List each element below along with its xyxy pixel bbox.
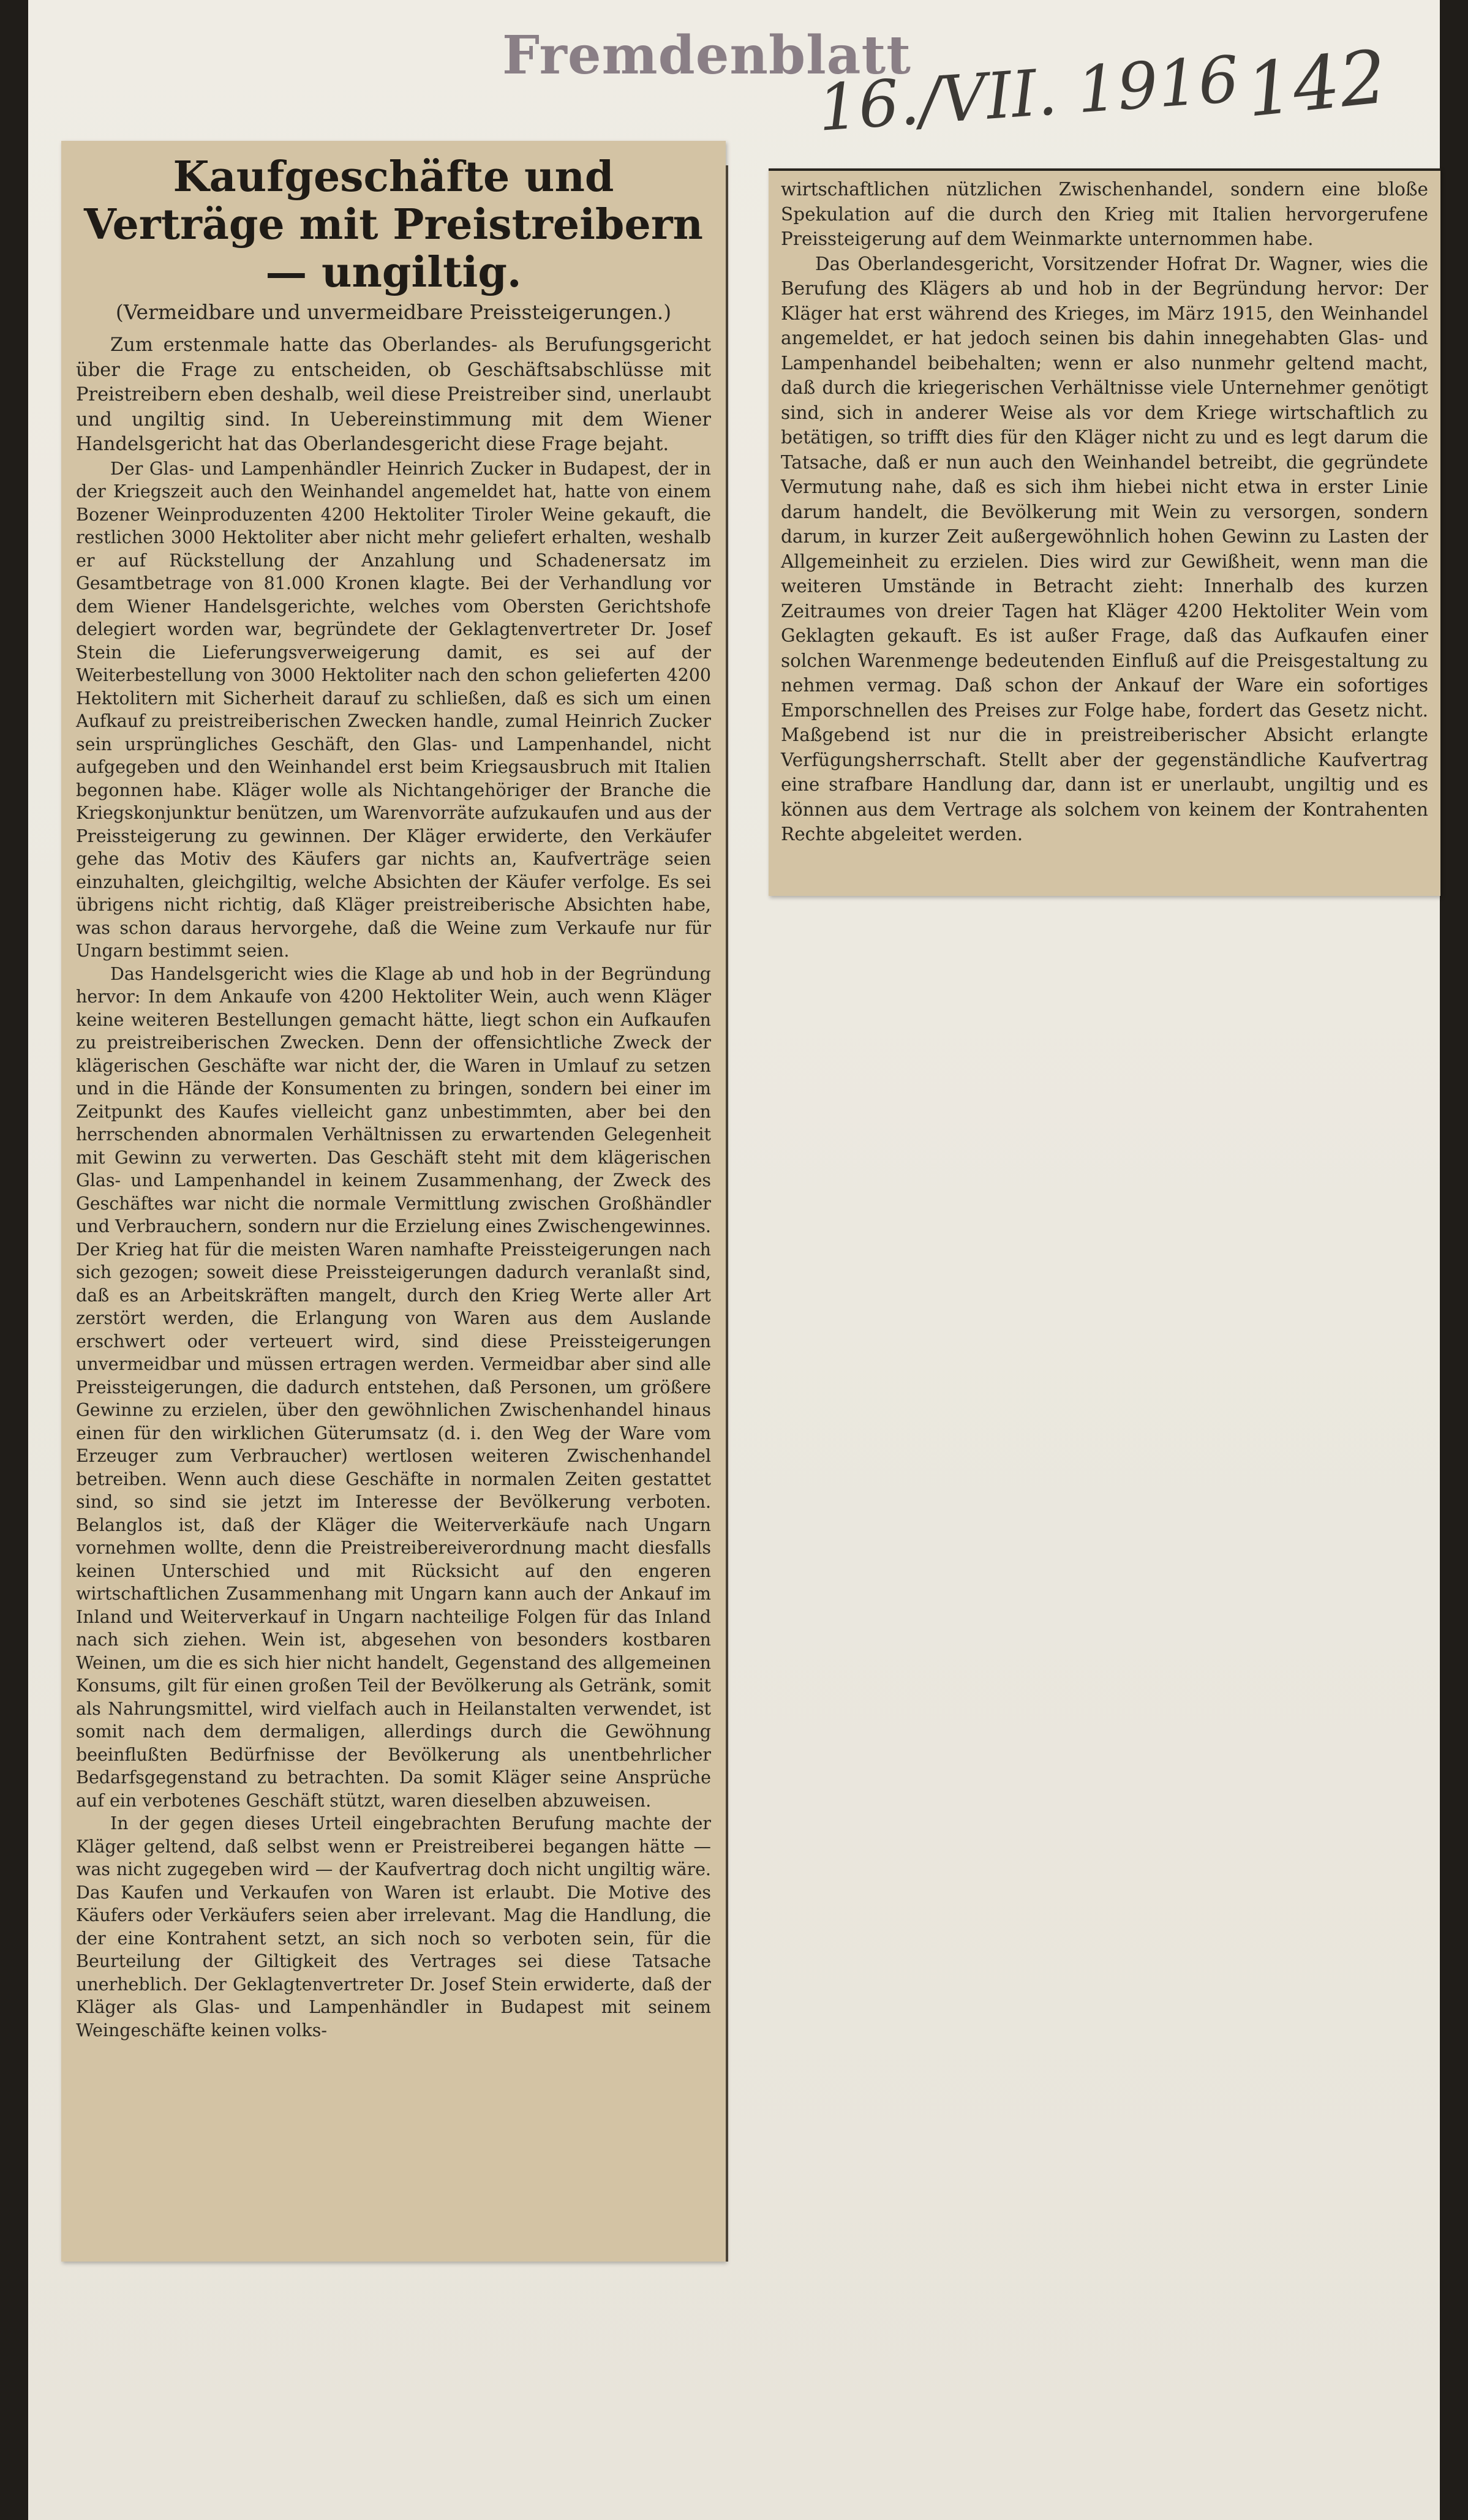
handwritten-date: 16./VII. 1916	[815, 42, 1241, 146]
scan-border-right	[1440, 0, 1468, 2520]
article-paragraph: Das Oberlandesgericht, Vorsitzender Hofrat Dr. Wagner, wies die Berufung des Klägers ab und hob in der Begründung hervor: Der Kläger hat erst während des Krieges, im März 1915, den Weinhandel angemeldet, er hat jedoch seinen bis dahin innegehabten Glas- und Lampenhandel beibehalten; wenn er also nunmehr geltend macht, daß durch die kriegerischen Verhältnisse viele Unternehmer genötigt sind, sich in anderer Weise als vor dem Kriege wirtschaftlich zu betätigen, so trifft dies für den Kläger nicht zu und es legt darum die Tatsache, daß er nun auch den Weinhandel betreibt, die gegründete Vermutung nahe, daß es sich ihm hiebei nicht etwa in erster Linie darum handelt, die Bevölkerung mit Wein zu versorgen, sondern darum, in kurzer Zeit außergewöhnlich hohen Gewinn zu Lasten der Allgemeinheit zu erzielen. Dies wird zur Gewißheit, wenn man die weiteren Umstände in Betracht zieht: Innerhalb des kurzen Zeitraumes von dreier Tagen hat Kläger 4200 Hektoliter Wein vom Geklagten gekauft. Es ist außer Frage, daß das Aufkaufen einer solchen Warenmenge bedeutenden Einfluß auf die Preisgestaltung zu nehmen vermag. Daß schon der Ankauf der Ware ein sofortiges Emporschnellen des Preises zur Folge habe, fordert das Gesetz nicht. Maßgebend ist nur die in preistreiberischer Absicht erlangte Verfügungsherrschaft. Stellt aber der gegenständliche Kaufvertrag eine strafbare Handlung dar, dann ist er unerlaubt, ungiltig und es können aus dem Vertrage als solchem von keinem der Kontrahenten Rechte abgeleitet werden.	[781, 253, 1428, 844]
article-paragraph: Das Handelsgericht wies die Klage ab und hob in der Begründung hervor: In dem Ankaufe von 4200 Hektoliter Wein, auch wenn Kläger keine weiteren Bestellungen gemacht hätte, liegt schon ein Aufkaufen zu preistreiberischen Zwecken. Denn der offensichtliche Zweck der klägerischen Geschäfte war nicht der, die Waren in Umlauf zu setzen und in die Hände der Konsumenten zu bringen, sondern bei einer im Zeitpunkt des Kaufes vielleicht ganz unbestimmten, aber bei den herrschenden abnormalen Verhältnissen zu erwartenden Gelegenheit mit Gewinn zu verwerten. Das Geschäft steht mit dem klägerischen Glas- und Lampenhandel in keinem Zusammenhang, der Zweck des Geschäftes war nicht die normale Vermittlung zwischen Großhändler und Verbrauchern, sondern nur die Erzielung eines Zwischengewinnes. Der Krieg hat für die meisten Waren namhafte Preissteigerungen nach sich gezogen; soweit diese Preissteigerungen dadurch veranlaßt sind, daß es an Arbeitskräften mangelt, durch den Krieg Werte aller Art zerstört werden, die Erlangung von Waren aus dem Auslande erschwert oder verteuert wird, sind diese Preissteigerungen unvermeidbar und müssen ertragen werden. Vermeidbar aber sind alle Preissteigerungen, die dadurch entstehen, daß Personen, um größere Gewinne zu erzielen, über den gewöhnlichen Zwischenhandel hinaus einen für den wirklichen Güterumsatz (d. i. den Weg der Ware vom Erzeuger zum Verbraucher) wertlosen weiteren Zwischenhandel betreiben. Wenn auch diese Geschäfte in normalen Zeiten gestattet sind, so sind sie jetzt im Interesse der Bevölkerung verboten. Belanglos ist, daß der Kläger die Weiterverkäufe nach Ungarn vornehmen wollte, denn die Preistreibereiverordnung macht diesfalls keinen Unterschied und mit Rücksicht auf den engeren wirtschaftlichen Zusammenhang mit Ungarn kann auch der Ankauf im Inland und Weiterverkauf in Ungarn nachteilige Folgen für das Inland nach sich ziehen. Wein ist, abgesehen von besonders kostbaren Weinen, um die es sich hier nicht handelt, Gegenstand des allgemeinen Konsums, gilt für einen großen Teil der Bevölkerung als Getränk, somit als Nahrungsmittel, wird vielfach auch in Heilanstalten verwendet, ist somit nach dem dermaligen, allerdings durch die Gewöhnung beeinflußten Bedürfnisse der Bevölkerung als unentbehrlicher Bedarfsgegenstand zu betrachten. Da somit Kläger seine Ansprüche auf ein verbotenes Geschäft stützt, waren dieselben abzuweisen.	[76, 963, 711, 1811]
handwritten-number: 142	[1242, 34, 1391, 134]
newspaper-clipping-right	[769, 168, 1440, 896]
article-subheading: (Vermeidbare und unvermeidbare Preissteigerungen.)	[115, 300, 672, 324]
newspaper-clipping-left	[61, 141, 726, 2262]
article-paragraph: Der Glas- und Lampenhändler Heinrich Zucker in Budapest, der in der Kriegszeit auch den Weinhandel angemeldet hat, hatte von einem Bozener Weinproduzenten 4200 Hektoliter Tiroler Weine gekauft, die restlichen 3000 Hektoliter aber nicht mehr geliefert erhalten, weshalb er auf Rückstellung der Anzahlung und Schadenersatz im Gesamtbetrage von 81.000 Kronen klagte. Bei der Verhandlung vor dem Wiener Handelsgerichte, welches vom Obersten Gerichtshofe delegiert worden war, begründete der Geklagtenvertreter Dr. Josef Stein die Lieferungsverweigerung damit, es sei auf der Weiterbestellung von 3000 Hektoliter nach den schon gelieferten 4200 Hektolitern mit Sicherheit darauf zu schließen, daß es sich um einen Aufkauf zu preistreiberischen Zwecken handle, zumal Heinrich Zucker sein ursprüngliches Geschäft, den Glas- und Lampenhandel, nicht aufgegeben und den Weinhandel erst beim Kriegsausbruch mit Italien begonnen habe. Kläger wolle als Nichtangehöriger der Branche die Kriegskonjunktur benützen, um Warenvorräte aufzukaufen und aus der Preissteigerung zu gewinnen. Der Kläger erwiderte, den Verkäufer gehe das Motiv des Käufers gar nichts an, Kaufverträge seien einzuhalten, gleichgiltig, welche Absichten der Käufer verfolge. Es sei übrigens nicht richtig, daß Kläger preistreiberische Absichten habe, was schon daraus hervorgehe, daß die Weine zum Verkaufe nur für Ungarn bestimmt seien.	[76, 458, 711, 961]
newspaper-stamp: Fremdenblatt	[502, 24, 911, 86]
article-paragraph: Zum erstenmale hatte das Oberlandes- als Berufungsgericht über die Frage zu entscheiden, ob Geschäftsabschlüsse mit Preistreibern eben deshalb, weil diese Preistreiber sind, unerlaubt und ungiltig sind. In Uebereinstimmung mit dem Wiener Handelsgericht hat das Oberlandesgericht diese Frage bejaht.	[76, 334, 711, 456]
scan-border-left	[0, 0, 28, 2520]
article-paragraph: In der gegen dieses Urteil eingebrachten Berufung machte der Kläger geltend, daß selbst wenn er Preistreiberei begangen hätte — was nicht zugegeben wird — der Kaufvertrag doch nicht ungiltig wäre. Das Kaufen und Verkaufen von Waren ist erlaubt. Die Motive des Käufers oder Verkäufers seien aber irrelevant. Mag die Handlung, die der eine Kontrahent setzt, an sich noch so verboten sein, für die Beurteilung der Giltigkeit des Vertrages sei diese Tatsache unerheblich. Der Geklagtenvertreter Dr. Josef Stein erwiderte, daß der Kläger als Glas- und Lampenhändler in Budapest mit seinem Weingeschäfte keinen volks-	[76, 1813, 711, 2040]
article-paragraph: wirtschaftlichen nützlichen Zwischenhandel, sondern eine bloße Spekulation auf die durch den Krieg mit Italien hervorgerufene Preissteigerung auf dem Weinmarkte unternommen habe.	[781, 179, 1428, 249]
article-headline: Kaufgeschäfte und Verträge mit Preistreibern — ungiltig.	[83, 152, 703, 297]
